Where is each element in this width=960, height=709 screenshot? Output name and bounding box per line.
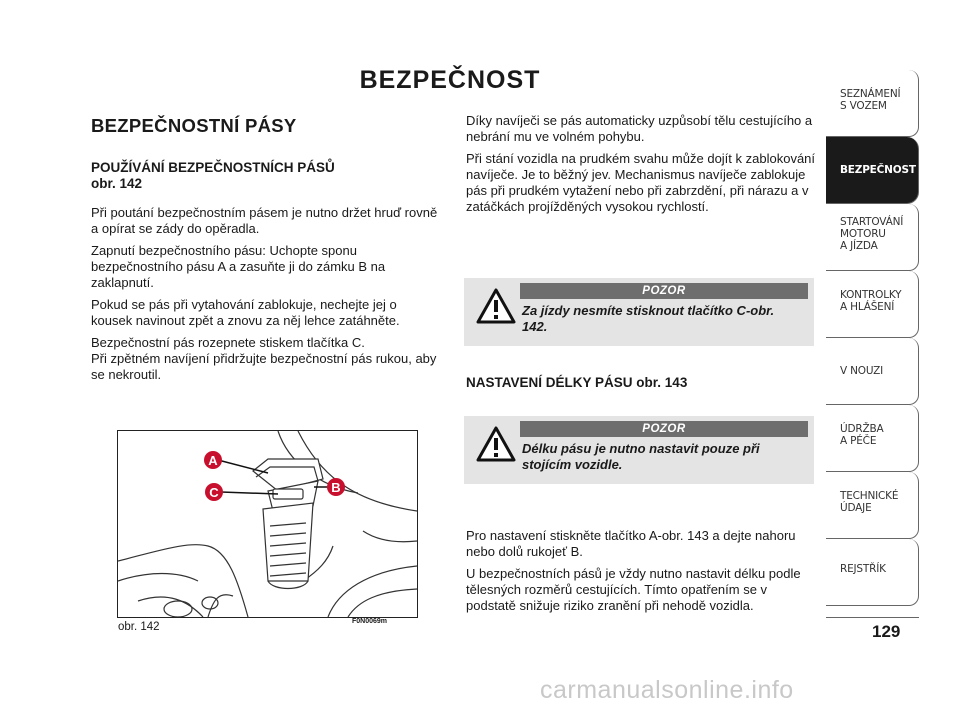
tab-v-nouzi[interactable]: V NOUZI bbox=[826, 338, 919, 405]
seatbelt-figure bbox=[117, 430, 418, 618]
left-column-text bbox=[91, 205, 441, 389]
paragraph: U bezpečnostních pásů je vždy nutno nastavit délku podle tělesných rozměrů cestujících. Tímto opatřením se v podstatě snižuje riziko zranění při nehodě vozidla. bbox=[466, 566, 801, 613]
tab-startovani[interactable]: STARTOVÁNÍ MOTORU A JÍZDA bbox=[826, 204, 919, 271]
subsection-title bbox=[91, 160, 335, 192]
right-column-bottom-text bbox=[466, 528, 816, 620]
tab-bezpecnost[interactable]: BEZPEČNOST bbox=[826, 137, 919, 204]
heading-text: NASTAVENÍ DÉLKY PÁSU bbox=[466, 375, 633, 390]
paragraph: Zapnutí bezpečnostního pásu: Uchopte sponu bezpečnostního pásu A a zasuňte ji do zámku B na zaklapnutí. bbox=[91, 243, 386, 290]
paragraph: Pokud se pás při vytahování zablokuje, nechejte jej o kousek navinout zpět a znovu za něj lehce zatáhněte. bbox=[91, 297, 400, 328]
warning-text: Délku pásu je nutno nastavit pouze při stojícím vozidle. bbox=[522, 441, 760, 472]
warning-label: POZOR bbox=[520, 283, 808, 299]
page-number-divider bbox=[826, 617, 919, 618]
subsection-title-line1: POUŽÍVÁNÍ BEZPEČNOSTNÍCH PÁSŮ bbox=[91, 160, 335, 175]
figure-caption: obr. 142 bbox=[118, 621, 160, 633]
warning-label: POZOR bbox=[520, 421, 808, 437]
seatbelt-illustration bbox=[118, 431, 417, 617]
callout-c-label: C bbox=[209, 485, 219, 500]
adjust-belt-heading bbox=[466, 375, 687, 390]
warning-triangle-icon bbox=[476, 426, 516, 462]
chapter-tabs bbox=[826, 70, 919, 606]
callout-c bbox=[205, 483, 278, 501]
subsection-title-line2: obr. 142 bbox=[91, 176, 143, 191]
warning-box bbox=[464, 278, 814, 346]
paragraph: Pro nastavení stiskněte tlačítko A-obr. 143 a dejte nahoru nebo dolů rukojeť B. bbox=[466, 528, 796, 559]
callout-b-label: B bbox=[331, 480, 341, 495]
tab-udrzba[interactable]: ÚDRŽBA A PÉČE bbox=[826, 405, 919, 472]
section-title: BEZPEČNOSTNÍ PÁSY bbox=[91, 115, 297, 136]
paragraph: Při zpětném navíjení přidržujte bezpečnostní pás rukou, aby se nekroutil. bbox=[91, 351, 437, 382]
callout-a-label: A bbox=[208, 453, 218, 468]
tab-kontrolky[interactable]: KONTROLKY A HLÁŠENÍ bbox=[826, 271, 919, 338]
heading-ref: obr. 143 bbox=[636, 375, 688, 390]
paragraph: Při poutání bezpečnostním pásem je nutno držet hruď rovně a opírat se zády do opěradla. bbox=[91, 205, 438, 236]
paragraph: Při stání vozidla na prudkém svahu může dojít k zablokování navíječe. Je to běžný jev. Mechanismus navíječe zablokuje pás při prudkém vytažení nebo při zabrzdění, při nárazu a v zatáčkách projížděných vysokou rychlostí. bbox=[466, 151, 816, 214]
figure-code: F0N0069m bbox=[352, 618, 388, 625]
paragraph: Díky navíječi se pás automaticky uzpůsobí tělu cestujícího a nebrání mu ve volném pohybu. bbox=[466, 113, 813, 144]
page-number: 129 bbox=[872, 622, 901, 641]
tab-seznameni[interactable]: SEZNÁMENÍ S VOZEM bbox=[826, 70, 919, 137]
warning-text: Za jízdy nesmíte stisknout tlačítko C-obr. 142. bbox=[522, 303, 775, 334]
warning-triangle-icon bbox=[476, 288, 516, 324]
page-title: BEZPEČNOST bbox=[359, 66, 541, 94]
watermark: carmanualsonline.info bbox=[540, 676, 794, 704]
paragraph: Bezpečnostní pás rozepnete stiskem tlačítka C. bbox=[91, 335, 365, 350]
warning-box bbox=[464, 416, 814, 484]
right-column-text bbox=[466, 113, 816, 221]
tab-rejstrik[interactable]: REJSTŘÍK bbox=[826, 539, 919, 606]
tab-technicke[interactable]: TECHNICKÉ ÚDAJE bbox=[826, 472, 919, 539]
